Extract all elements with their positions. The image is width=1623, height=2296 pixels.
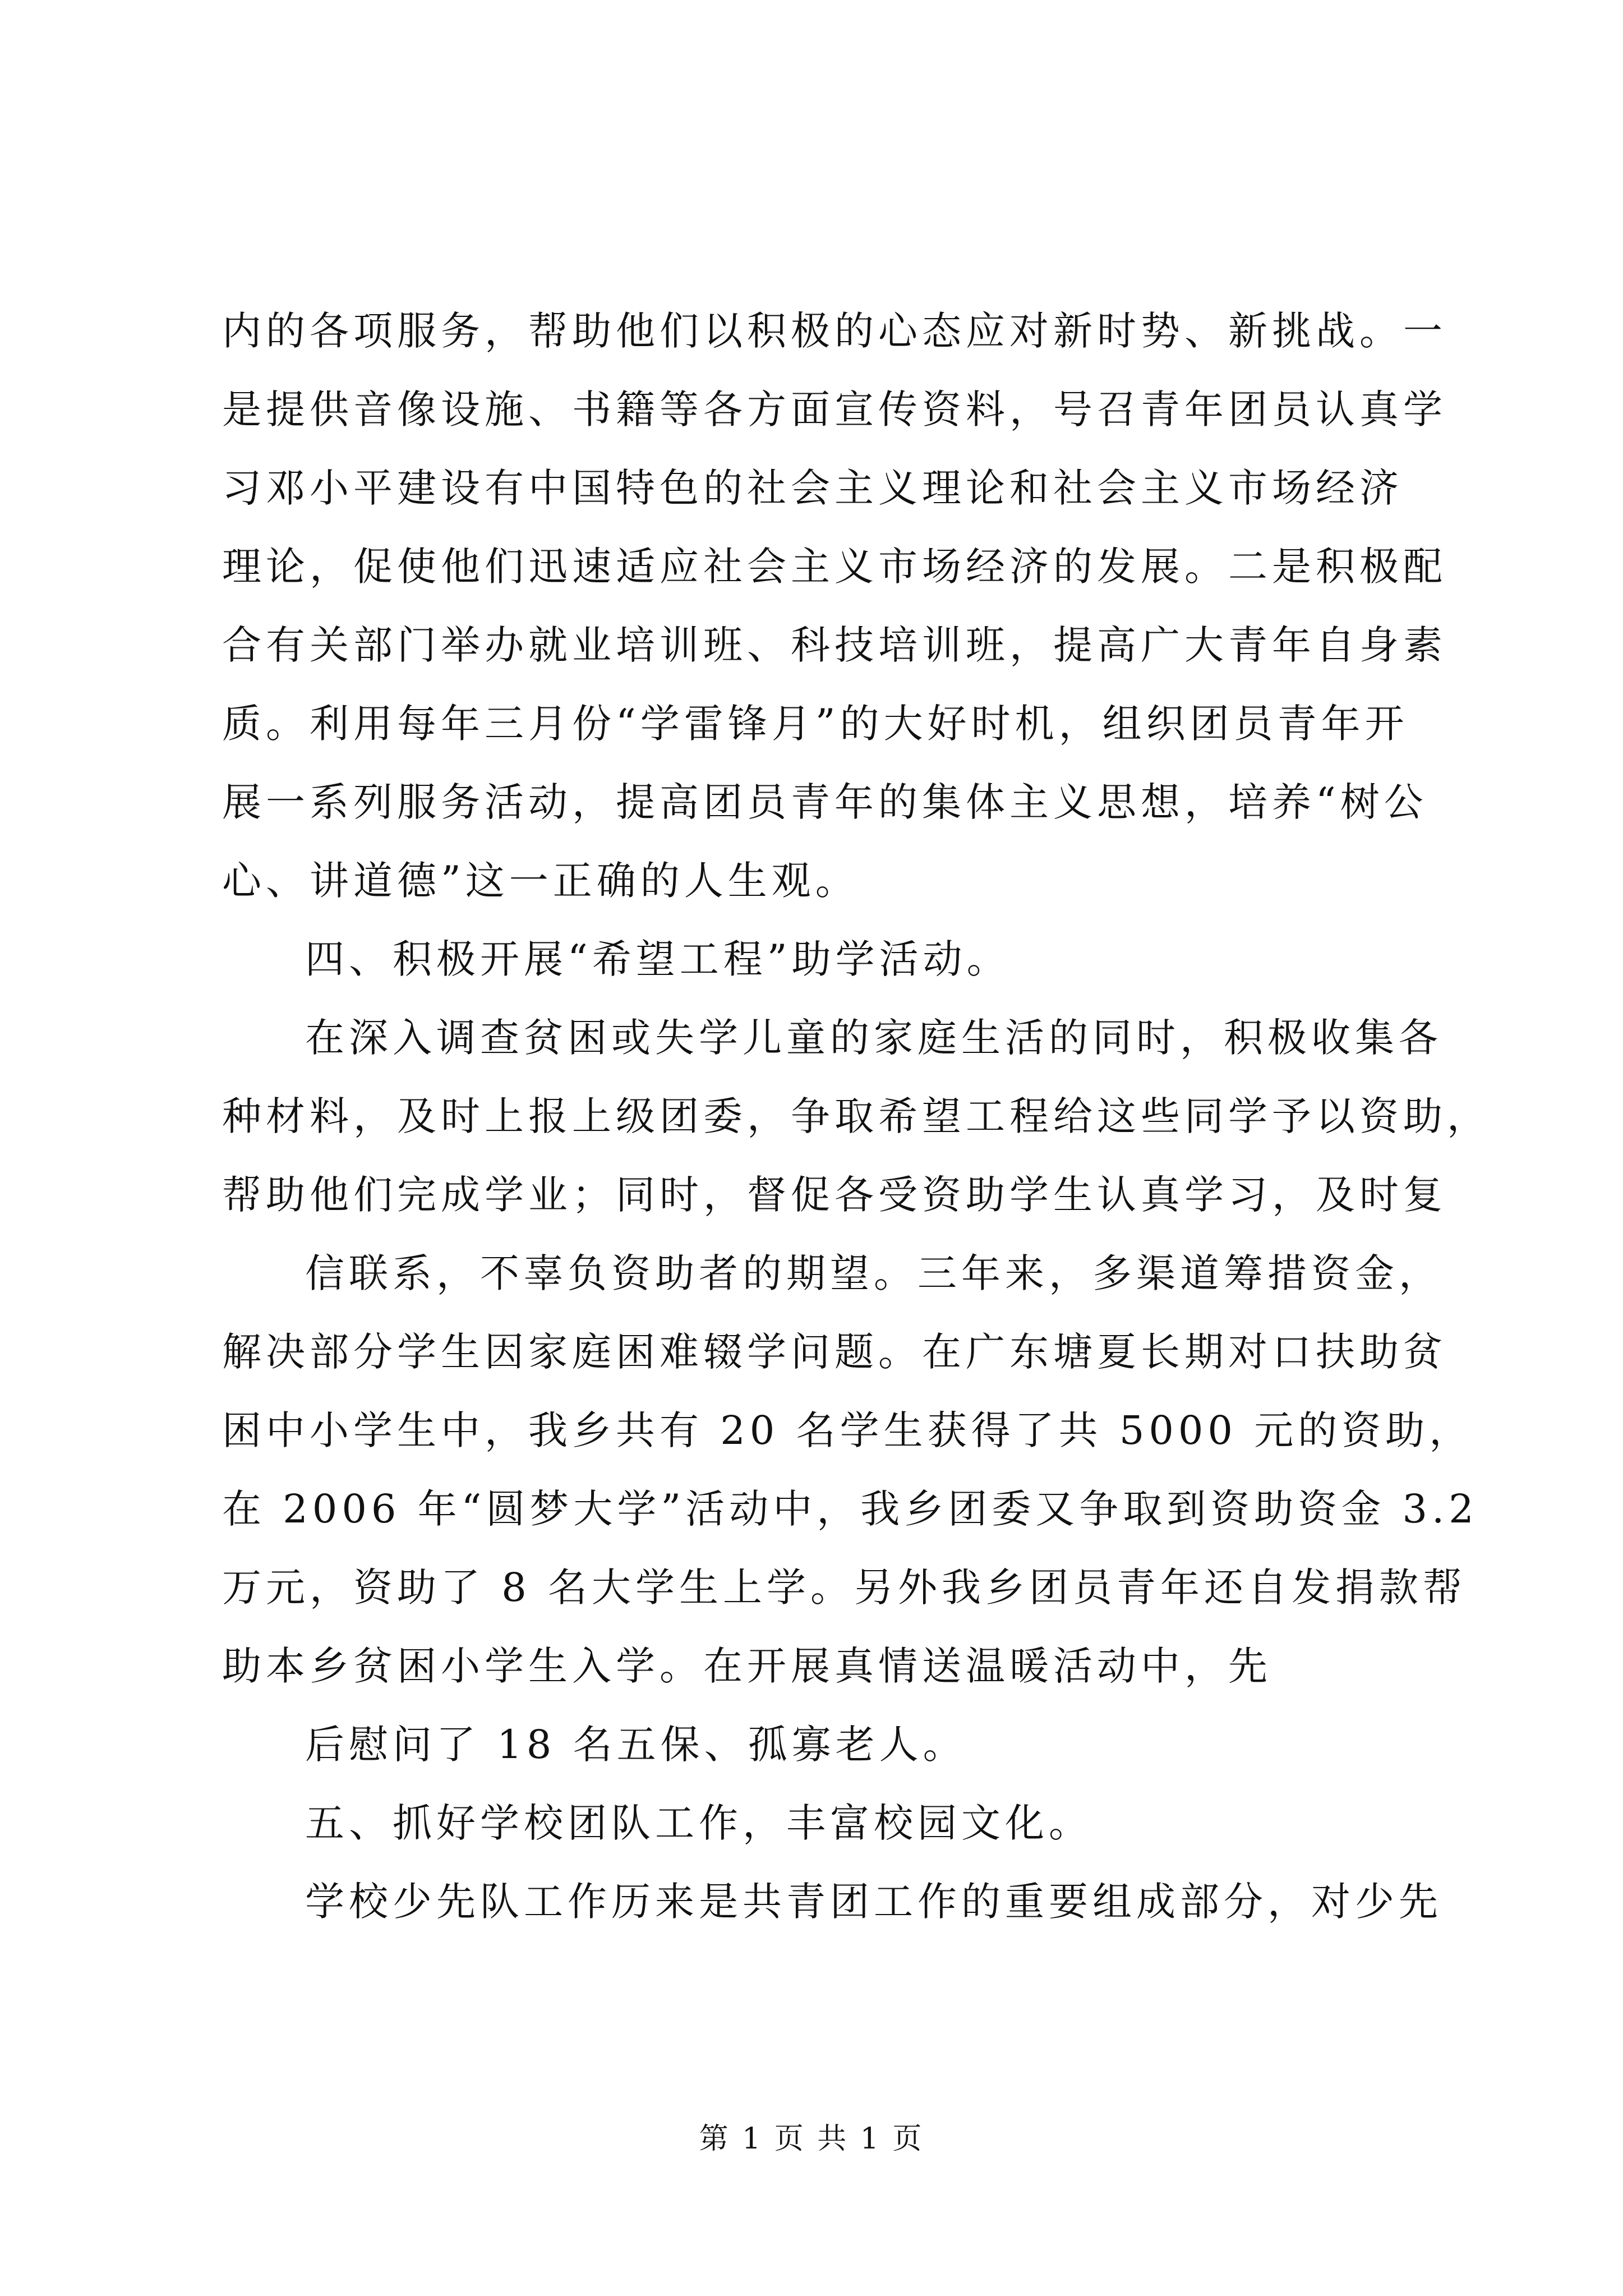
paragraph-line: 展一系列服务活动，提高团员青年的集体主义思想，培养“树公 xyxy=(222,779,1428,825)
paragraph-line: 解决部分学生因家庭困难辍学问题。在广东塘夏长期对口扶助贫 xyxy=(222,1329,1447,1375)
paragraph-line: 帮助他们完成学业；同时，督促各受资助学生认真学习，及时复 xyxy=(222,1172,1447,1218)
paragraph-line: 万元，资助了 8 名大学生上学。另外我乡团员青年还自发捐款帮 xyxy=(222,1565,1467,1611)
paragraph-line: 学校少先队工作历来是共青团工作的重要组成部分，对少先 xyxy=(305,1879,1442,1925)
section-heading: 四、积极开展“希望工程”助学活动。 xyxy=(305,936,1011,982)
paragraph-line: 习邓小平建设有中国特色的社会主义理论和社会主义市场经济 xyxy=(222,465,1403,511)
paragraph-line: 心、讲道德”这一正确的人生观。 xyxy=(222,858,859,904)
paragraph-line: 信联系，不辜负资助者的期望。三年来，多渠道筹措资金， xyxy=(305,1250,1442,1296)
paragraph-line: 后慰问了 18 名五保、孤寡老人。 xyxy=(305,1722,967,1768)
paragraph-line: 困中小学生中，我乡共有 20 名学生获得了共 5000 元的资助， xyxy=(222,1407,1473,1453)
section-heading: 五、抓好学校团队工作，丰富校园文化。 xyxy=(305,1800,1092,1846)
paragraph-line: 种材料，及时上报上级团委，争取希望工程给这些同学予以资助， xyxy=(222,1093,1491,1139)
paragraph-line: 理论，促使他们迅速适应社会主义市场经济的发展。二是积极配 xyxy=(222,544,1447,590)
paragraph-line: 在 2006 年“圆梦大学”活动中，我乡团委又争取到资助资金 3.2 xyxy=(222,1486,1478,1532)
paragraph-line: 是提供音像设施、书籍等各方面宣传资料，号召青年团员认真学 xyxy=(222,386,1447,432)
paragraph-line: 合有关部门举办就业培训班、科技培训班，提高广大青年自身素 xyxy=(222,622,1447,668)
paragraph-line: 质。利用每年三月份“学雷锋月”的大好时机，组织团员青年开 xyxy=(222,701,1409,747)
page-number-footer: 第 1 页 共 1 页 xyxy=(699,2122,924,2156)
paragraph-line: 内的各项服务，帮助他们以积极的心态应对新时势、新挑战。一 xyxy=(222,308,1447,354)
paragraph-line: 助本乡贫困小学生入学。在开展真情送温暖活动中，先 xyxy=(222,1643,1272,1689)
paragraph-line: 在深入调查贫困或失学儿童的家庭生活的同时，积极收集各 xyxy=(305,1015,1442,1061)
